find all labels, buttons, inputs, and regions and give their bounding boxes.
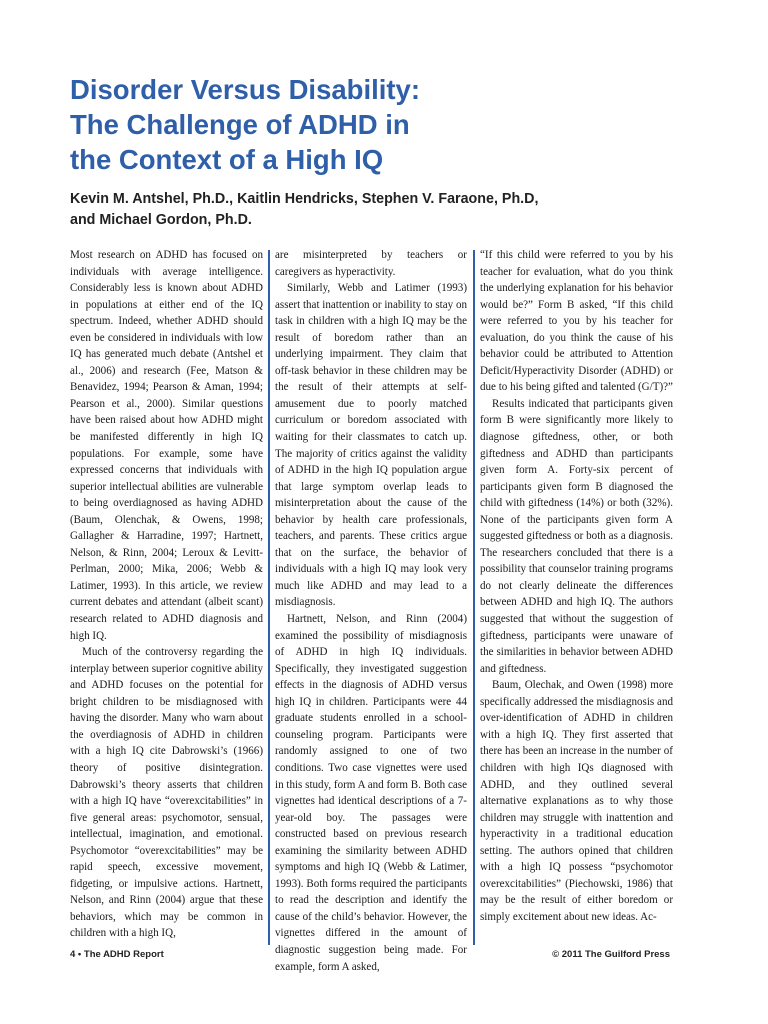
- footer-copyright: © 2011 The Guilford Press: [552, 949, 670, 960]
- paragraph: “If this child were referred to you by his teacher for evaluation, what do you think the underlying explanation for his behavior would be?” Form B asked, “If this child were referred to you by his teacher for evaluation, do you think the cause of his behavior could be attributed to Attention Deficit/Hyperactivity Disorder (ADHD) or due to his being gifted and talented (G/T)?”: [480, 249, 673, 394]
- author-line-2: and Michael Gordon, Ph.D.: [70, 212, 252, 228]
- paragraph: Most research on ADHD has focused on individuals with average intelligence. Considerably less is known about ADHD in populations at either end of the IQ spectrum. Indeed, whether ADHD should even be considered in individuals with low IQ has generated much debate (Antshel et al., 2006) and research (Fee, Matson & Benavidez, 1994; Pearson & Aman, 1994; Pearson et al., 2000). Similar questions have been raised about how ADHD might be manifested differently in high IQ populations. For example, some have expressed concerns that individuals with superior intellectual abilities are vulnerable to being overdiagnosed as having ADHD (Baum, Olenchak, & Owens, 1998; Gallagher & Harradine, 1997; Hartnett, Nelson, & Rinn, 2004; Leroux & Levitt-Perlman, 2000; Mika, 2006; Webb & Latimer, 1993). In this article, we review current debates and attendant (albeit scant) research related to ADHD diagnosis and high IQ.: [70, 249, 263, 642]
- column-divider: [473, 250, 475, 945]
- paragraph: Baum, Olechak, and Owen (1998) more specifically addressed the misdiagnosis and over-identification of ADHD in children with a high IQ. They first asserted that there has been an increase in the number of children with high IQs diagnosed with ADHD, and they outlined several alternative explanations as to why those children may struggle with inattention and hyperactivity in a traditional education setting. The authors opined that children with a high IQ possess “psychomotor overexcitabilities” (Piechowski, 1986) that may be the result of either boredom or simply excitement about new ideas. Ac-: [480, 679, 673, 923]
- title-line-1: Disorder Versus Disability:: [70, 74, 420, 105]
- paragraph: Much of the controversy regarding the interplay between superior cognitive ability and ADHD focuses on the potential for bright children to be misdiagnosed with having the disorder. Many who warn about the overdiagnosis of ADHD in children with a high IQ cite Dabrowski’s (1966) theory of positive disintegration. Dabrowski’s theory asserts that children with a high IQ have “overexcitabilities” in five general areas: psychomotor, sensual, intellectual, imagination, and emotional. Psychomotor “overexcitabilities” may be rapid speech, excessive movement, fidgeting, or impulsive actions. Hartnett, Nelson, and Rinn (2004) argue that these behaviors, which may be common in children with a high IQ,: [70, 646, 263, 940]
- author-line-1: Kevin M. Antshel, Ph.D., Kaitlin Hendricks, Stephen V. Faraone, Ph.D,: [70, 191, 539, 207]
- article-title: [70, 72, 710, 177]
- text-column-2: [275, 247, 467, 973]
- text-column-1: [70, 247, 263, 940]
- title-line-2: The Challenge of ADHD in: [70, 109, 410, 140]
- author-byline: [70, 189, 710, 231]
- text-column-3: [480, 247, 673, 937]
- column-divider: [268, 250, 270, 945]
- paragraph: Hartnett, Nelson, and Rinn (2004) examined the possibility of misdiagnosis of ADHD in high IQ individuals. Specifically, they investigated suggestion effects in the diagnosis of ADHD versus high IQ in children. Participants were 44 graduate students enrolled in a school-counseling program. Participants were randomly assigned to one of two conditions. Two case vignettes were used in this study, form A and form B. Both case vignettes had identical descriptions of a 7-year-old boy. The passages were constructed based on previous research examining the similarity between ADHD symptoms and high IQ (Webb & Latimer, 1993). Both forms required the participants to read the description and identify the cause of the child’s behavior. However, the vignettes differed in the amount of diagnostic suggestion being made. For example, form A asked,: [275, 613, 467, 973]
- title-line-3: the Context of a High IQ: [70, 144, 384, 175]
- paragraph: Similarly, Webb and Latimer (1993) assert that inattention or inability to stay on task in children with a high IQ may be the result of boredom rather than an underlying impairment. They claim that off-task behavior in these children may be the result of their attempts at self-amusement due to poorly matched curriculum or boredom associated with waiting for their classmates to catch up. The majority of critics against the validity of ADHD in the high IQ population argue that large symptom overlap leads to misinterpretation about the cause of the behavior by health care professionals, teachers, and parents. These critics argue that on the surface, the behavior of individuals with a high IQ may look very much like ADHD and may lead to a misdiagnosis.: [275, 282, 467, 609]
- paragraph: Results indicated that participants given form B were significantly more likely to diagnose giftedness, other, or both giftedness and ADHD than participants given form A. Forty-six percent of participants given form B diagnosed the child with giftedness (14%) or both (32%). None of the participants given form A suggested giftedness or both as a diagnosis. The researchers concluded that there is a possibility that counselor training programs do not clearly delineate the differences between ADHD and high IQ. The authors suggested that without the suggestion of giftedness, participants were unaware of the similarities in behavior between ADHD and giftedness.: [480, 397, 673, 675]
- footer-page-label: 4 • The ADHD Report: [70, 949, 164, 960]
- paragraph: are misinterpreted by teachers or caregivers as hyperactivity.: [275, 249, 467, 278]
